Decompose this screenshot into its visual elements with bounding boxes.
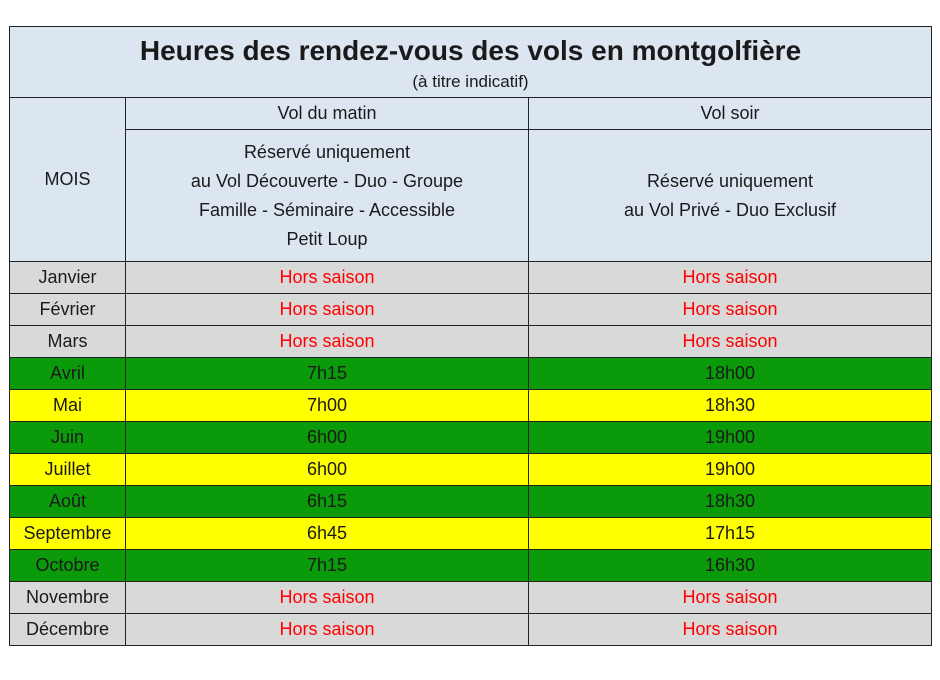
description-soir-line: au Vol Privé - Duo Exclusif (623, 199, 837, 220)
soir-time-cell: Hors saison (529, 326, 932, 358)
table-row (10, 326, 932, 358)
month-cell: Janvier (10, 262, 126, 294)
matin-time-cell: 7h00 (126, 390, 529, 422)
description-matin (126, 130, 529, 262)
matin-time-cell: 6h45 (126, 518, 529, 550)
soir-time-cell: Hors saison (529, 614, 932, 646)
column-header-soir: Vol soir (529, 98, 932, 130)
table-row (10, 614, 932, 646)
month-cell: Juillet (10, 454, 126, 486)
description-matin-line: Réservé uniquement (243, 141, 411, 162)
matin-time-cell: Hors saison (126, 294, 529, 326)
table-row (10, 454, 932, 486)
matin-time-cell: 7h15 (126, 550, 529, 582)
description-soir (529, 130, 932, 262)
table-row (10, 294, 932, 326)
soir-time-cell: 18h00 (529, 358, 932, 390)
column-header-matin: Vol du matin (126, 98, 529, 130)
month-cell: Novembre (10, 582, 126, 614)
title-cell (10, 27, 932, 98)
soir-time-cell: Hors saison (529, 262, 932, 294)
soir-time-cell: 16h30 (529, 550, 932, 582)
soir-time-cell: Hors saison (529, 294, 932, 326)
month-cell: Février (10, 294, 126, 326)
soir-time-cell: 19h00 (529, 422, 932, 454)
table-row (10, 486, 932, 518)
matin-time-cell: 6h00 (126, 454, 529, 486)
page-title: Heures des rendez-vous des vols en montgolfière (139, 35, 802, 66)
schedule-table (9, 26, 932, 646)
matin-time-cell: 7h15 (126, 358, 529, 390)
matin-time-cell: Hors saison (126, 614, 529, 646)
matin-time-cell: Hors saison (126, 582, 529, 614)
matin-time-cell: Hors saison (126, 262, 529, 294)
matin-time-cell: Hors saison (126, 326, 529, 358)
table-row (10, 550, 932, 582)
matin-time-cell: 6h15 (126, 486, 529, 518)
month-cell: Octobre (10, 550, 126, 582)
description-matin-line: Famille - Séminaire - Accessible (198, 199, 456, 220)
soir-time-cell: 18h30 (529, 390, 932, 422)
soir-time-cell: Hors saison (529, 582, 932, 614)
soir-time-cell: 17h15 (529, 518, 932, 550)
matin-time-cell: 6h00 (126, 422, 529, 454)
soir-time-cell: 18h30 (529, 486, 932, 518)
table-row (10, 358, 932, 390)
table-row (10, 518, 932, 550)
description-matin-line: au Vol Découverte - Duo - Groupe (190, 170, 464, 191)
page-subtitle: (à titre indicatif) (412, 72, 529, 91)
month-cell: Juin (10, 422, 126, 454)
month-cell: Avril (10, 358, 126, 390)
table-row (10, 390, 932, 422)
table-row (10, 422, 932, 454)
table-row (10, 262, 932, 294)
month-cell: Décembre (10, 614, 126, 646)
table-row (10, 582, 932, 614)
description-matin-line: Petit Loup (286, 228, 368, 249)
month-cell: Août (10, 486, 126, 518)
month-cell: Mars (10, 326, 126, 358)
month-cell: Septembre (10, 518, 126, 550)
description-soir-line: Réservé uniquement (646, 170, 814, 191)
column-header-mois: MOIS (10, 98, 126, 262)
soir-time-cell: 19h00 (529, 454, 932, 486)
month-cell: Mai (10, 390, 126, 422)
